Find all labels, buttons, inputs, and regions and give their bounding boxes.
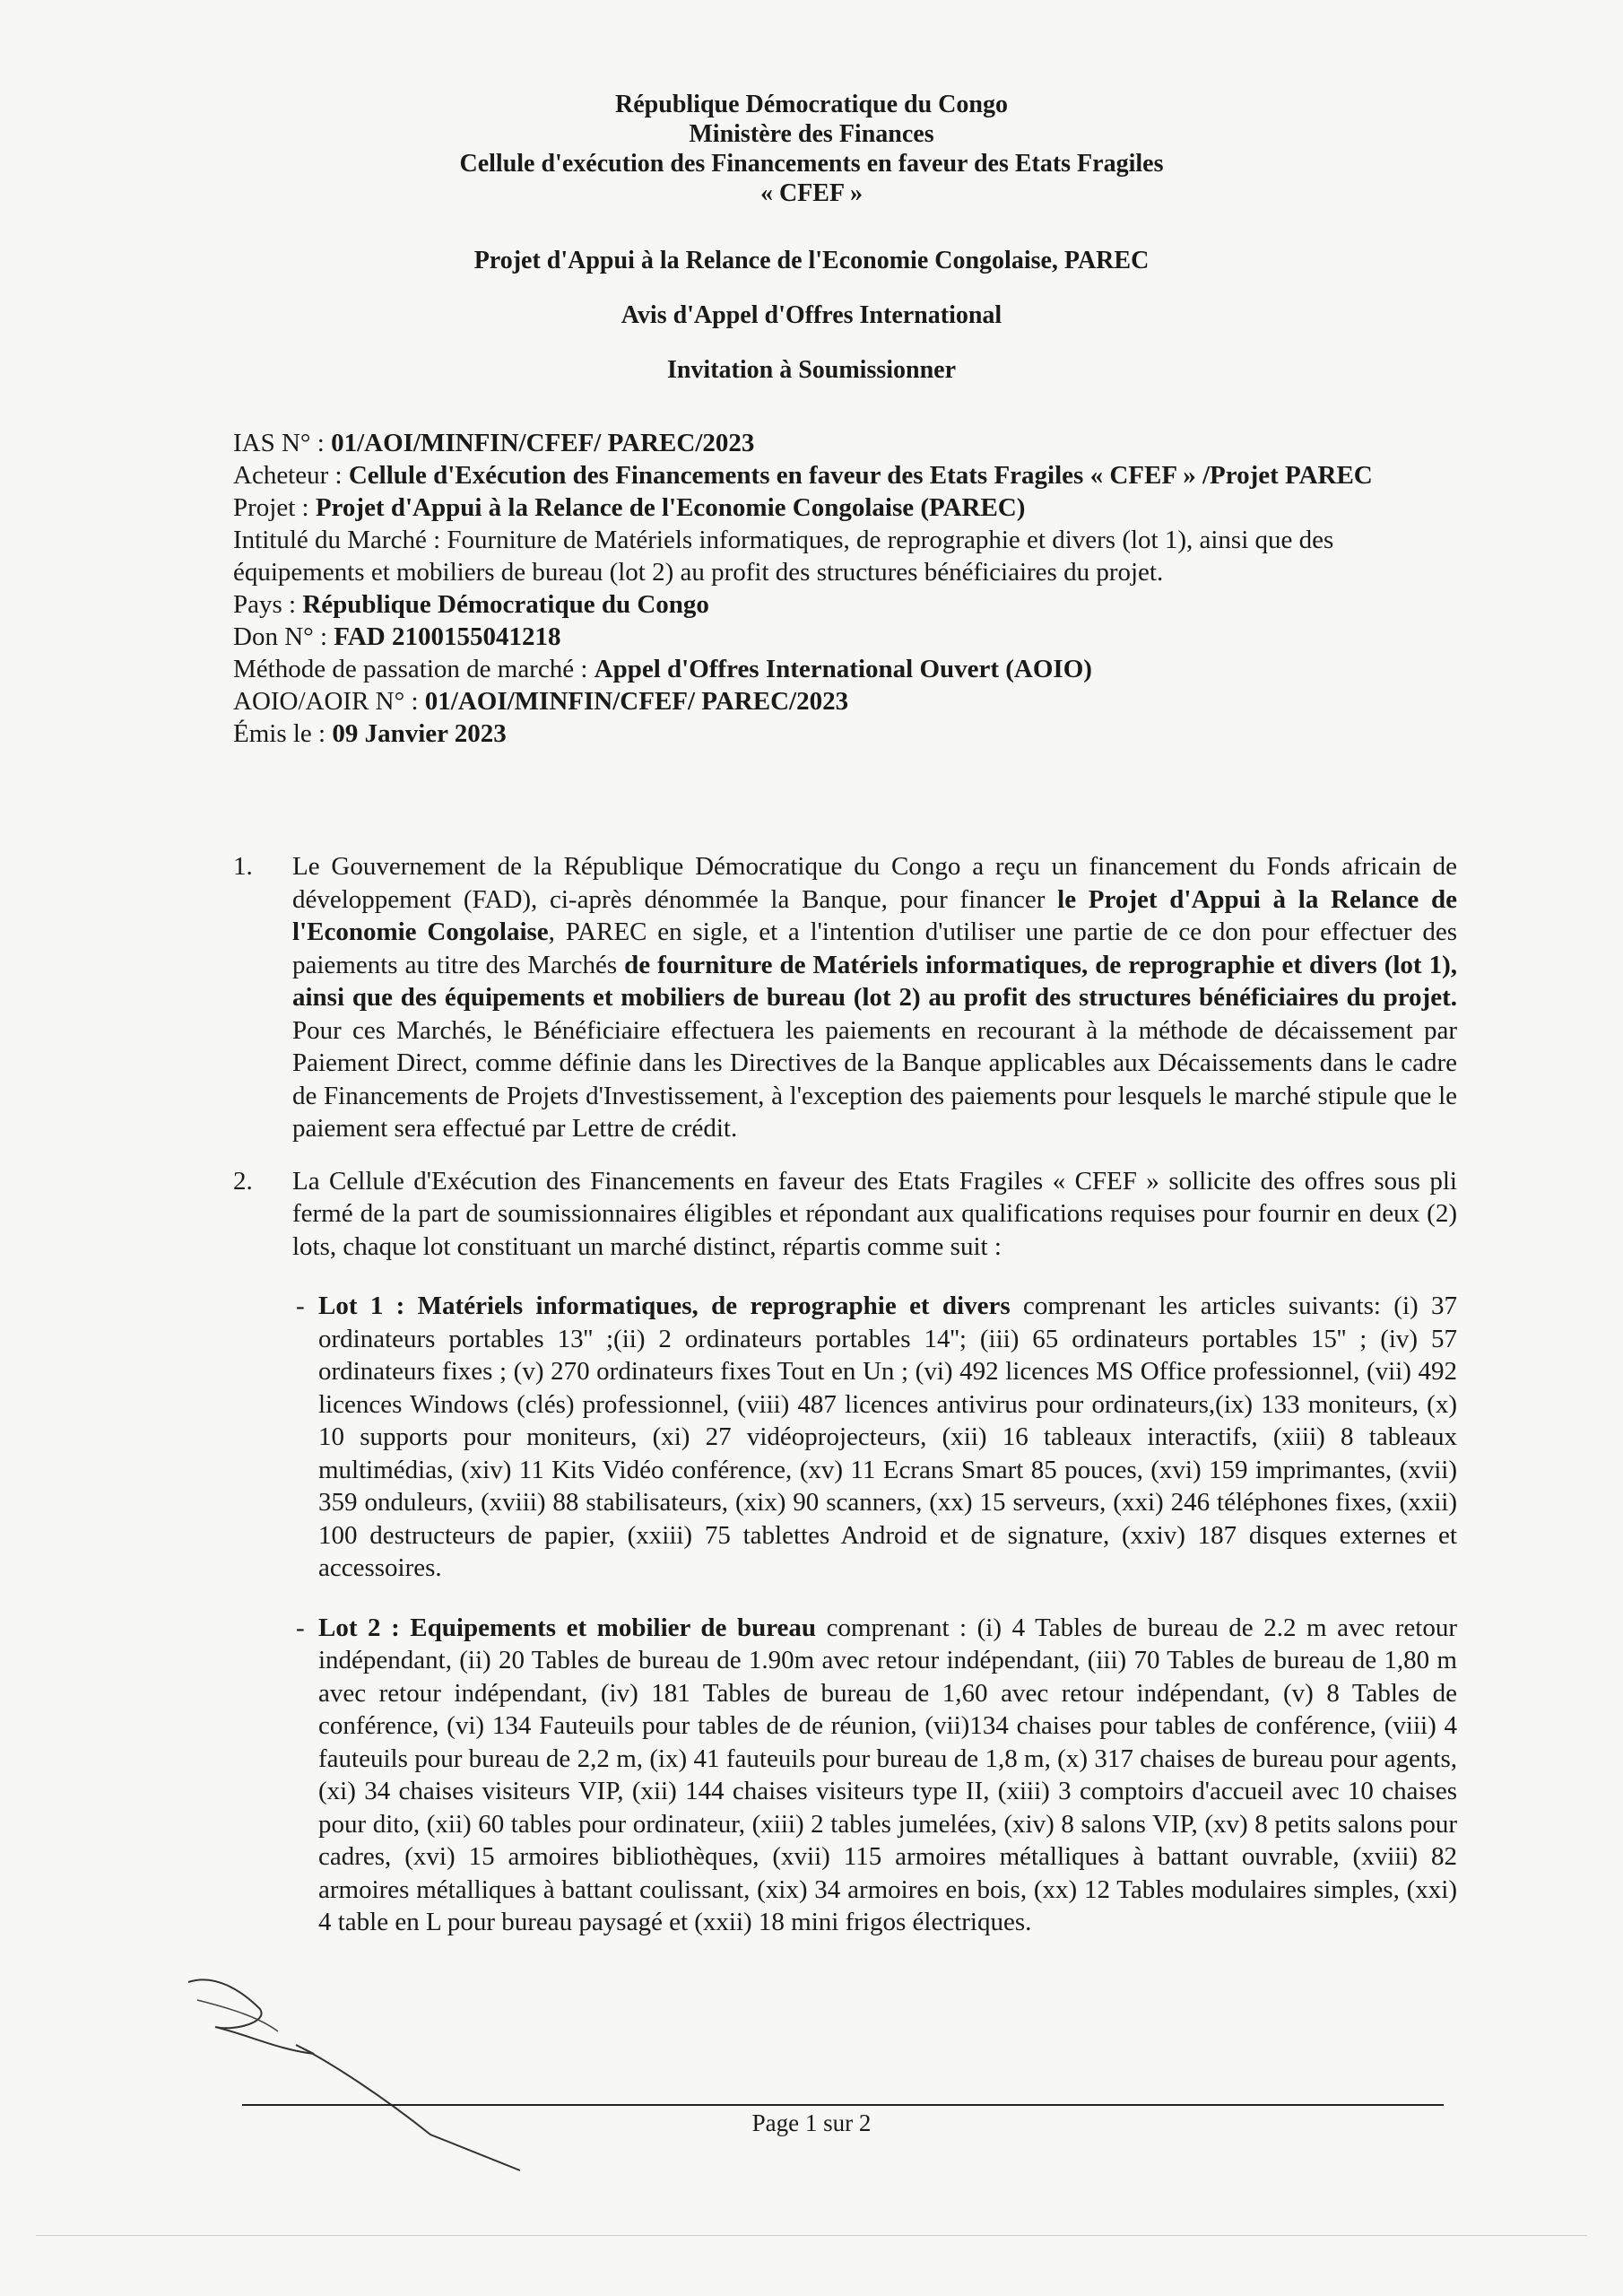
handwritten-signature: [179, 1946, 556, 2179]
buyer-row: Acheteur : Cellule d'Exécution des Financements en faveur des Etats Fragiles « CFEF » /Projet PAREC: [233, 461, 1373, 490]
invitation-heading: Invitation à Soumissionner: [666, 356, 957, 384]
issued-row: Émis le : 09 Janvier 2023: [233, 719, 507, 748]
ias-row: IAS N° : 01/AOI/MINFIN/CFEF/ PAREC/2023: [233, 429, 755, 457]
aoio-row: AOIO/AOIR N° : 01/AOI/MINFIN/CFEF/ PAREC/2023: [233, 687, 849, 716]
lot-1-title: Lot 1 : Matériels informatiques, de reprographie et divers: [318, 1292, 1011, 1320]
document-body: [233, 850, 1457, 1961]
bullet-dash: -: [296, 1613, 305, 1642]
contract-title-row: Intitulé du Marché : Fourniture de Matériels informatiques, de reprographie et divers (lot 1), ainsi que des équipements et mobiliers de bureau (lot 2) au profit des structures bénéficiaires du projet.: [233, 526, 1334, 587]
project-row: Projet : Projet d'Appui à la Relance de l'Economie Congolaise (PAREC): [233, 493, 1026, 522]
method-row: Méthode de passation de marché : Appel d'Offres International Ouvert (AOIO): [233, 655, 1092, 683]
lot-2-title: Lot 2 : Equipements et mobilier de bureau: [318, 1613, 817, 1642]
grant-row: Don N° : FAD 2100155041218: [233, 622, 561, 651]
lot-1-text: comprenant les articles suivants: (i) 37 ordinateurs portables 13'' ;(ii) 2 ordinateurs portables 14''; (iii) 65 ordinateurs portables 15'' ; (iv) 57 ordinateurs fixes ; (v) 270 ordinateurs fixes Tout en Un ; (vi) 492 licences MS Office professionnel, (vii) 492 licences Windows (clés) professionnel, (viii) 487 licences antivirus pour ordinateurs,(ix) 133 moniteurs, (x) 10 supports pour moniteurs, (xi) 27 vidéoprojecteurs, (xii) 16 tableaux interactifs, (xiii) 8 tableaux multimédias, (xiv) 11 Kits Vidéo conférence, (xv) 11 Ecrans Smart 85 pouces, (xvi) 159 imprimantes, (xvii) 359 onduleurs, (xviii) 88 stabilisateurs, (xix) 90 scanners, (xx) 15 serveurs, (xxi) 246 téléphones fixes, (xxii) 100 destructeurs de papier, (xxiii) 75 tablettes Android et de signature, (xxiv) 187 disques externes et accessoires.: [318, 1292, 1457, 1582]
cell-heading: Cellule d'exécution des Financements en faveur des Etats Fragiles: [459, 150, 1164, 178]
footer-divider: [242, 2104, 1444, 2106]
country-heading: République Démocratique du Congo: [615, 91, 1008, 118]
notice-heading: Avis d'Appel d'Offres International: [621, 301, 1002, 329]
scan-edge-line: [36, 2235, 1587, 2236]
tender-metadata: [233, 427, 1453, 750]
document-header: [0, 90, 1623, 385]
paragraph-number: 2.: [233, 1166, 253, 1196]
paragraph-number: 1.: [233, 852, 253, 881]
lot-2-item: [233, 1612, 1457, 1939]
page-number: Page 1 sur 2: [751, 2109, 872, 2136]
country-row: Pays : République Démocratique du Congo: [233, 590, 709, 619]
bullet-dash: -: [296, 1292, 305, 1320]
project-heading: Projet d'Appui à la Relance de l'Economie Congolaise, PAREC: [473, 247, 1150, 274]
paragraph-2: 2. La Cellule d'Exécution des Financements en faveur des Etats Fragiles « CFEF » sollicite des offres sous pli fermé de la part de soumissionnaires éligibles et répondant aux qualifications requises pour fournir en deux (2) lots, chaque lot constituant un marché distinct, répartis comme suit :: [233, 1166, 1457, 1261]
cfef-heading: « CFEF »: [759, 179, 864, 207]
paragraph-1: 1. Le Gouvernement de la République Démocratique du Congo a reçu un financement du Fonds africain de développement (FAD), ci-après dénommée la Banque, pour financer le Projet d'Appui à la Relance de l'Economie Congolaise, PAREC en sigle, et a l'intention d'utiliser une partie de ce don pour effectuer des paiements au titre des Marchés de fourniture de Matériels informatiques, de reprographie et divers (lot 1), ainsi que des équipements et mobiliers de bureau (lot 2) au profit des structures bénéficiaires du projet. Pour ces Marchés, le Bénéficiaire effectuera les paiements en recourant à la méthode de décaissement par Paiement Direct, comme définie dans les Directives de la Banque applicables aux Décaissements dans le cadre de Financements de Projets d'Investissement, à l'exception des paiements pour lesquels le marché stipule que le paiement sera effectué par Lettre de crédit.: [233, 852, 1457, 1143]
lot-1-item: [233, 1290, 1457, 1585]
ministry-heading: Ministère des Finances: [689, 120, 934, 148]
lot-2-text: comprenant : (i) 4 Tables de bureau de 2.2 m avec retour indépendant, (ii) 20 Tables de bureau de 1.90m avec retour indépendant, (iii) 70 Tables de bureau de 1,80 m avec retour indépendant, (iv) 181 Tables de bureau de 1,60 avec retour indépendant, (v) 8 Tables de conférence, (vi) 134 Fauteuils pour tables de de réunion, (vii)134 chaises pour tables de conférence, (viii) 4 fauteuils pour bureau de 2,2 m, (ix) 41 fauteuils pour bureau de 1,8 m, (x) 317 chaises de bureau pour agents, (xi) 34 chaises visiteurs VIP, (xii) 144 chaises visiteurs type II, (xiii) 3 comptoirs d'accueil avec 10 chaises pour dito, (xii) 60 tables pour ordinateur, (xiii) 2 tables jumelées, (xiv) 8 salons VIP, (xv) 8 petits salons pour cadres, (xvi) 15 armoires bibliothèques, (xvii) 115 armoires métalliques à battant ouvrable, (xviii) 82 armoires métalliques à battant coulissant, (xix) 34 armoires en bois, (xx) 12 Tables modulaires simples, (xxi) 4 table en L pour bureau paysagé et (xxii) 18 mini frigos électriques.: [318, 1613, 1457, 1936]
